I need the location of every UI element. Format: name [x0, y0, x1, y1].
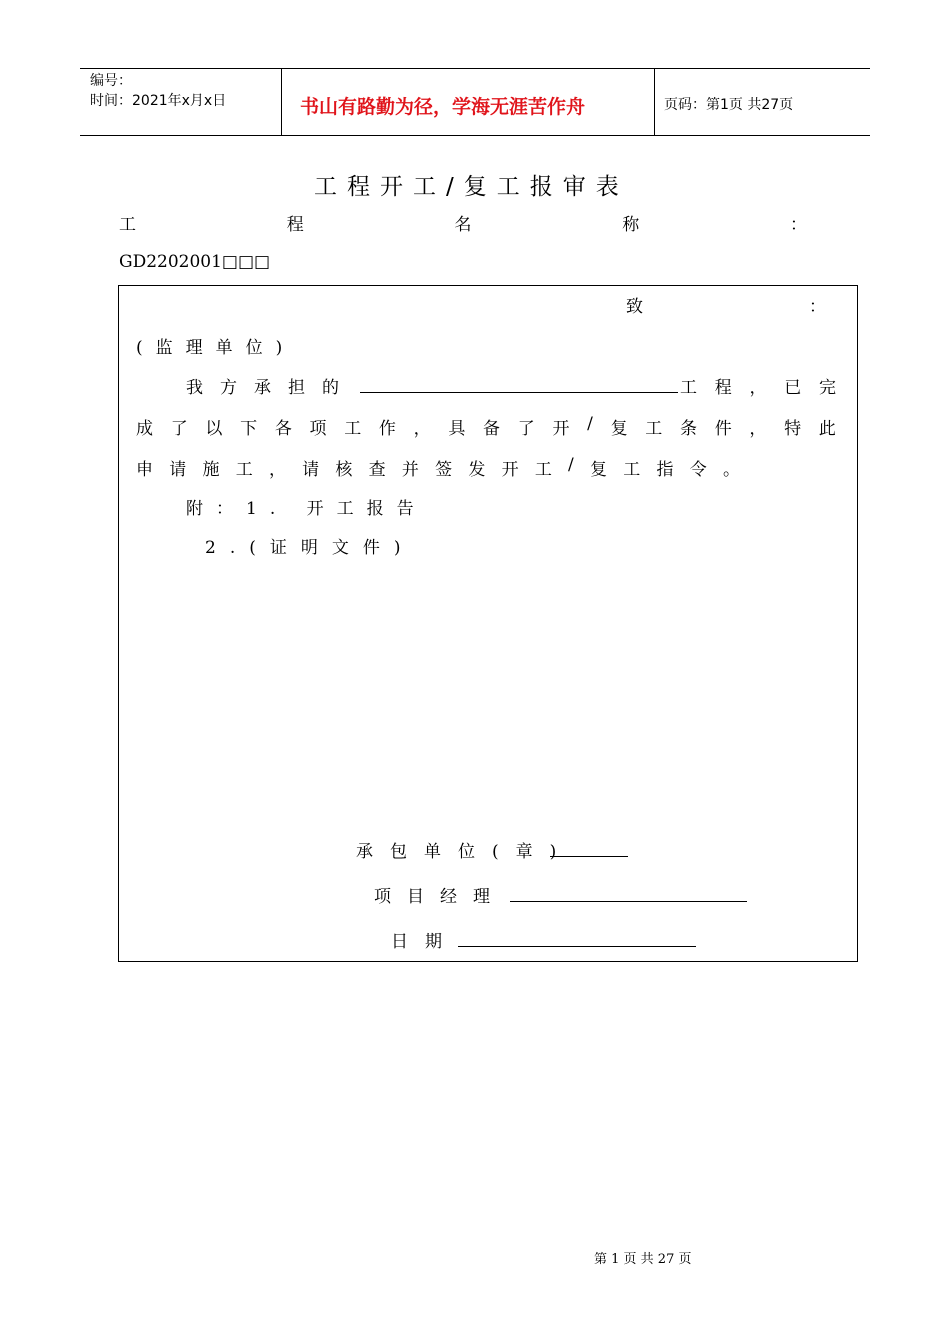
- para2-char: 此: [818, 419, 836, 439]
- para1-char: 工: [680, 378, 697, 398]
- project-code: GD2202001□□□: [119, 252, 271, 272]
- para3-char: 查: [368, 460, 386, 480]
- to-label: [626, 292, 826, 317]
- para3-char: 工: [534, 460, 552, 480]
- para3-char: 开: [501, 460, 519, 480]
- para2-char: 作: [378, 419, 396, 439]
- para2-char: 下: [240, 419, 258, 439]
- attachment-2: 2.(证明文件): [205, 538, 415, 558]
- para2-char: ，: [413, 419, 431, 439]
- para3-char: 发: [468, 460, 486, 480]
- para2-char: 成: [136, 419, 153, 439]
- para2-char: 以: [205, 419, 223, 439]
- project-name-char: 程: [286, 215, 304, 235]
- para3-char: 。: [722, 460, 740, 480]
- para2-char: 复: [610, 419, 628, 439]
- header-bottom-rule: [80, 135, 870, 136]
- para-line1-left: 我方承担的: [186, 378, 356, 398]
- motto-banner: 书山有路勤为径，学海无涯苦作舟: [300, 96, 586, 118]
- para2-char: 工: [645, 419, 663, 439]
- project-name-char: 工: [119, 215, 136, 235]
- para3-char: 指: [656, 460, 674, 480]
- para3-char: 工: [235, 460, 253, 480]
- attachment-1: 附：1. 开工报告: [186, 499, 427, 519]
- para3-char: 请: [302, 460, 320, 480]
- manager-underline-field[interactable]: [510, 883, 747, 902]
- to-char: 致: [626, 297, 643, 317]
- para1-char: ，: [749, 378, 767, 398]
- time-label: 时间：2021年x月x日: [90, 93, 227, 109]
- footer-page-number: 第 1 页 共 27 页: [594, 1252, 692, 1267]
- form-title: 工程开工/复工报审表: [314, 174, 629, 200]
- para3-char: 签: [435, 460, 453, 480]
- contractor-underline-field[interactable]: [550, 838, 628, 857]
- project-name-char: 名: [454, 215, 472, 235]
- para2-char: 开: [552, 419, 570, 439]
- para3-char: 令: [689, 460, 707, 480]
- para2-char: 了: [170, 419, 188, 439]
- para-line2: [136, 414, 836, 439]
- contractor-label: 承包单位(章): [356, 842, 574, 862]
- project-name-label: [119, 210, 807, 235]
- para3-char: 施: [202, 460, 220, 480]
- para3-char: 请: [169, 460, 187, 480]
- para2-char: /: [587, 414, 593, 434]
- project-underline-field[interactable]: [360, 374, 678, 393]
- para2-char: 具: [448, 419, 466, 439]
- manager-label: 项目经理: [374, 887, 506, 907]
- para1-char: 已: [784, 378, 802, 398]
- para3-char: 工: [623, 460, 641, 480]
- para1-char: 程: [714, 378, 732, 398]
- para1-char: 完: [819, 378, 836, 398]
- header-divider-left: [281, 68, 282, 136]
- para2-char: 工: [344, 419, 362, 439]
- para-line1-right: [680, 373, 836, 398]
- para2-char: 特: [784, 419, 802, 439]
- para3-char: 并: [401, 460, 419, 480]
- para3-char: 申: [136, 460, 153, 480]
- para3-char: /: [568, 455, 574, 475]
- project-name-char: 称: [622, 215, 640, 235]
- para2-char: ，: [749, 419, 767, 439]
- serial-label: 编号：: [90, 73, 132, 89]
- to-char: ：: [809, 297, 826, 317]
- para3-char: 核: [335, 460, 353, 480]
- page-number-label: 页码：第1页 共27页: [664, 97, 794, 113]
- date-label: 日期: [391, 932, 459, 952]
- para2-char: 项: [309, 419, 327, 439]
- date-underline-field[interactable]: [458, 928, 696, 947]
- para2-char: 了: [517, 419, 535, 439]
- para-line3: [136, 455, 740, 480]
- project-name-char: ：: [790, 215, 807, 235]
- para3-char: ，: [268, 460, 286, 480]
- para3-char: 复: [590, 460, 608, 480]
- header-divider-right: [654, 68, 655, 136]
- para2-char: 备: [483, 419, 501, 439]
- header-top-rule: [80, 68, 870, 69]
- para2-char: 各: [274, 419, 292, 439]
- para2-char: 条: [679, 419, 697, 439]
- supervisor-label: (监理单位): [136, 338, 296, 358]
- para2-char: 件: [714, 419, 732, 439]
